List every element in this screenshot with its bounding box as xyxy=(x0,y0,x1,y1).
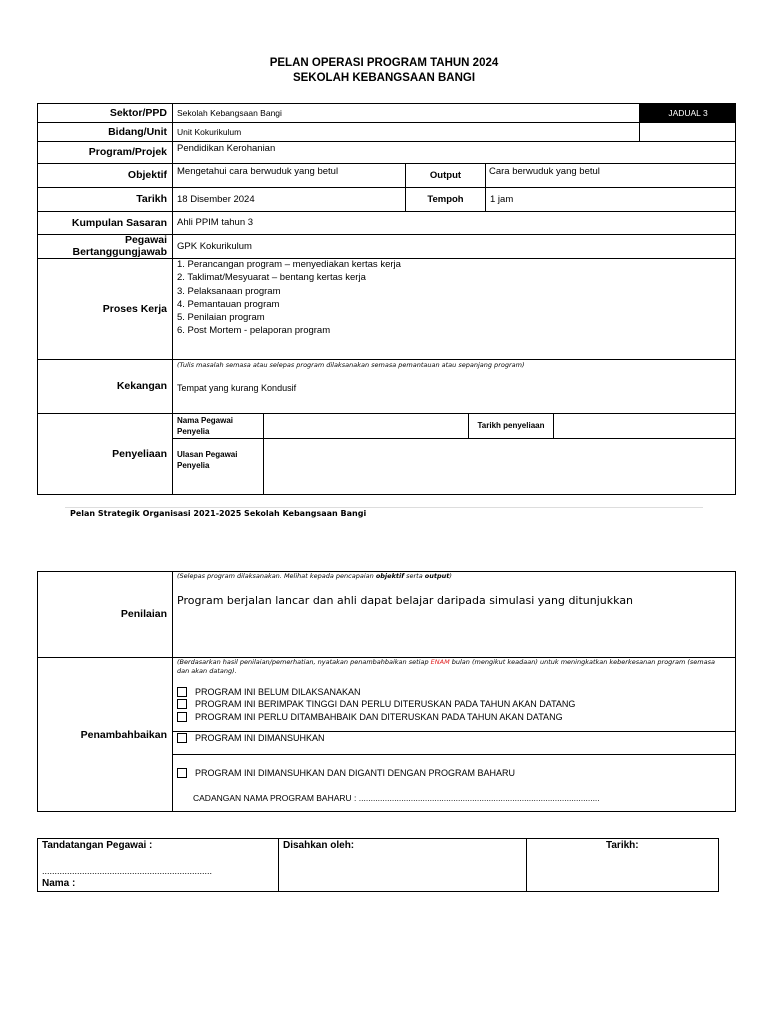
signature-dots: .................................................................... xyxy=(42,866,213,876)
nama-label: Nama : xyxy=(42,878,76,889)
tarikh-penyeliaan-label: Tarikh penyeliaan xyxy=(477,421,545,430)
penyeliaan-label: Penyeliaan xyxy=(112,448,167,460)
objektif-value: Mengetahui cara berwuduk yang betul xyxy=(177,166,339,177)
disahkan-label: Disahkan oleh: xyxy=(283,840,355,851)
proses-item: 4. Pemantauan program xyxy=(177,298,280,310)
proses-item: 5. Penilaian program xyxy=(177,312,265,324)
checkbox-icon[interactable] xyxy=(177,687,187,697)
program-label: Program/Projek xyxy=(88,146,167,158)
ulasan-label: Ulasan Pegawai Penyelia xyxy=(177,450,238,470)
tempoh-label: Tempoh xyxy=(427,193,464,205)
sasaran-value: Ahli PPIM tahun 3 xyxy=(177,217,254,228)
tempoh-value: 1 jam xyxy=(490,193,514,205)
tarikh-label: Tarikh xyxy=(136,193,167,205)
bidang-value: Unit Kokurikulum xyxy=(177,126,242,137)
kekangan-value: Tempat yang kurang Kondusif xyxy=(177,383,297,393)
kekangan-label: Kekangan xyxy=(116,380,167,392)
proses-item: 6. Post Mortem - pelaporan program xyxy=(177,325,331,337)
option-dimansuhkan[interactable]: PROGRAM INI DIMANSUHKAN xyxy=(177,733,325,743)
penilaian-label: Penilaian xyxy=(120,608,167,620)
proses-item: 1. Perancangan program – menyediakan kertas kerja xyxy=(177,259,401,270)
sign-tarikh-label: Tarikh: xyxy=(606,840,639,851)
proses-list xyxy=(177,258,401,338)
pegawai-label: Pegawai Bertanggungjawab xyxy=(72,234,167,258)
tarikh-value: 18 Disember 2024 xyxy=(177,193,255,205)
bidang-label: Bidang/Unit xyxy=(108,125,167,138)
sasaran-label: Kumpulan Sasaran xyxy=(71,216,167,229)
nama-pegawai-label: Nama Pegawai Penyelia xyxy=(177,416,234,436)
cadangan-line: CADANGAN NAMA PROGRAM BAHARU : ...................................................................................................... xyxy=(193,793,600,803)
tandatangan-label: Tandatangan Pegawai : xyxy=(42,840,153,851)
strategic-plan-note: Pelan Strategik Organisasi 2021-2025 Sekolah Kebangsaan Bangi xyxy=(70,509,367,518)
jadual-badge: JADUAL 3 xyxy=(640,103,736,122)
objektif-label: Objektif xyxy=(127,169,167,181)
pegawai-value: GPK Kokurikulum xyxy=(177,240,252,252)
penambahbaikan-label: Penambahbaikan xyxy=(80,728,167,741)
output-label: Output xyxy=(429,169,462,181)
option-berimpak[interactable]: PROGRAM INI BERIMPAK TINGGI DAN PERLU DITERUSKAN PADA TAHUN AKAN DATANG xyxy=(177,699,575,709)
output-value: Cara berwuduk yang betul xyxy=(489,166,600,177)
penilaian-note: (Selepas program dilaksanakan. Melihat kepada pencapaian objektif serta output) xyxy=(177,572,452,580)
option-diganti[interactable]: PROGRAM INI DIMANSUHKAN DAN DIGANTI DENGAN PROGRAM BAHARU xyxy=(177,768,515,778)
penambahbaikan-note: (Berdasarkan hasil penilaian/pemerhatian, nyatakan penambahbaikan setiap ENAM bulan (mengikut keadaan) untuk meningkatkan keberkesanan program (semasa dan akan datang). xyxy=(177,658,715,675)
checkbox-icon[interactable] xyxy=(177,768,187,778)
sektor-label: Sektor/PPD xyxy=(109,106,167,119)
page-title: PELAN OPERASI PROGRAM TAHUN 2024 xyxy=(269,57,499,69)
program-value: Pendidikan Kerohanian xyxy=(177,143,276,154)
penilaian-value: Program berjalan lancar dan ahli dapat belajar daripada simulasi yang ditunjukkan xyxy=(177,594,634,607)
option-ditambahbaik[interactable]: PROGRAM INI PERLU DITAMBAHBAIK DAN DITERUSKAN PADA TAHUN AKAN DATANG xyxy=(177,712,563,722)
sektor-value: Sekolah Kebangsaan Bangi xyxy=(177,107,282,118)
checkbox-icon[interactable] xyxy=(177,712,187,722)
checkbox-icon[interactable] xyxy=(177,733,187,743)
option-belum[interactable]: PROGRAM INI BELUM DILAKSANAKAN xyxy=(177,687,361,697)
checkbox-icon[interactable] xyxy=(177,699,187,709)
proses-item: 3. Pelaksanaan program xyxy=(177,285,281,297)
kekangan-note: (Tulis masalah semasa atau selepas program dilaksanakan semasa pemantauan atau sepanjang program) xyxy=(177,361,525,369)
proses-label: Proses Kerja xyxy=(102,302,167,315)
proses-item: 2. Taklimat/Mesyuarat – bentang kertas kerja xyxy=(177,272,366,284)
page-subtitle: SEKOLAH KEBANGSAAN BANGI xyxy=(292,72,476,84)
